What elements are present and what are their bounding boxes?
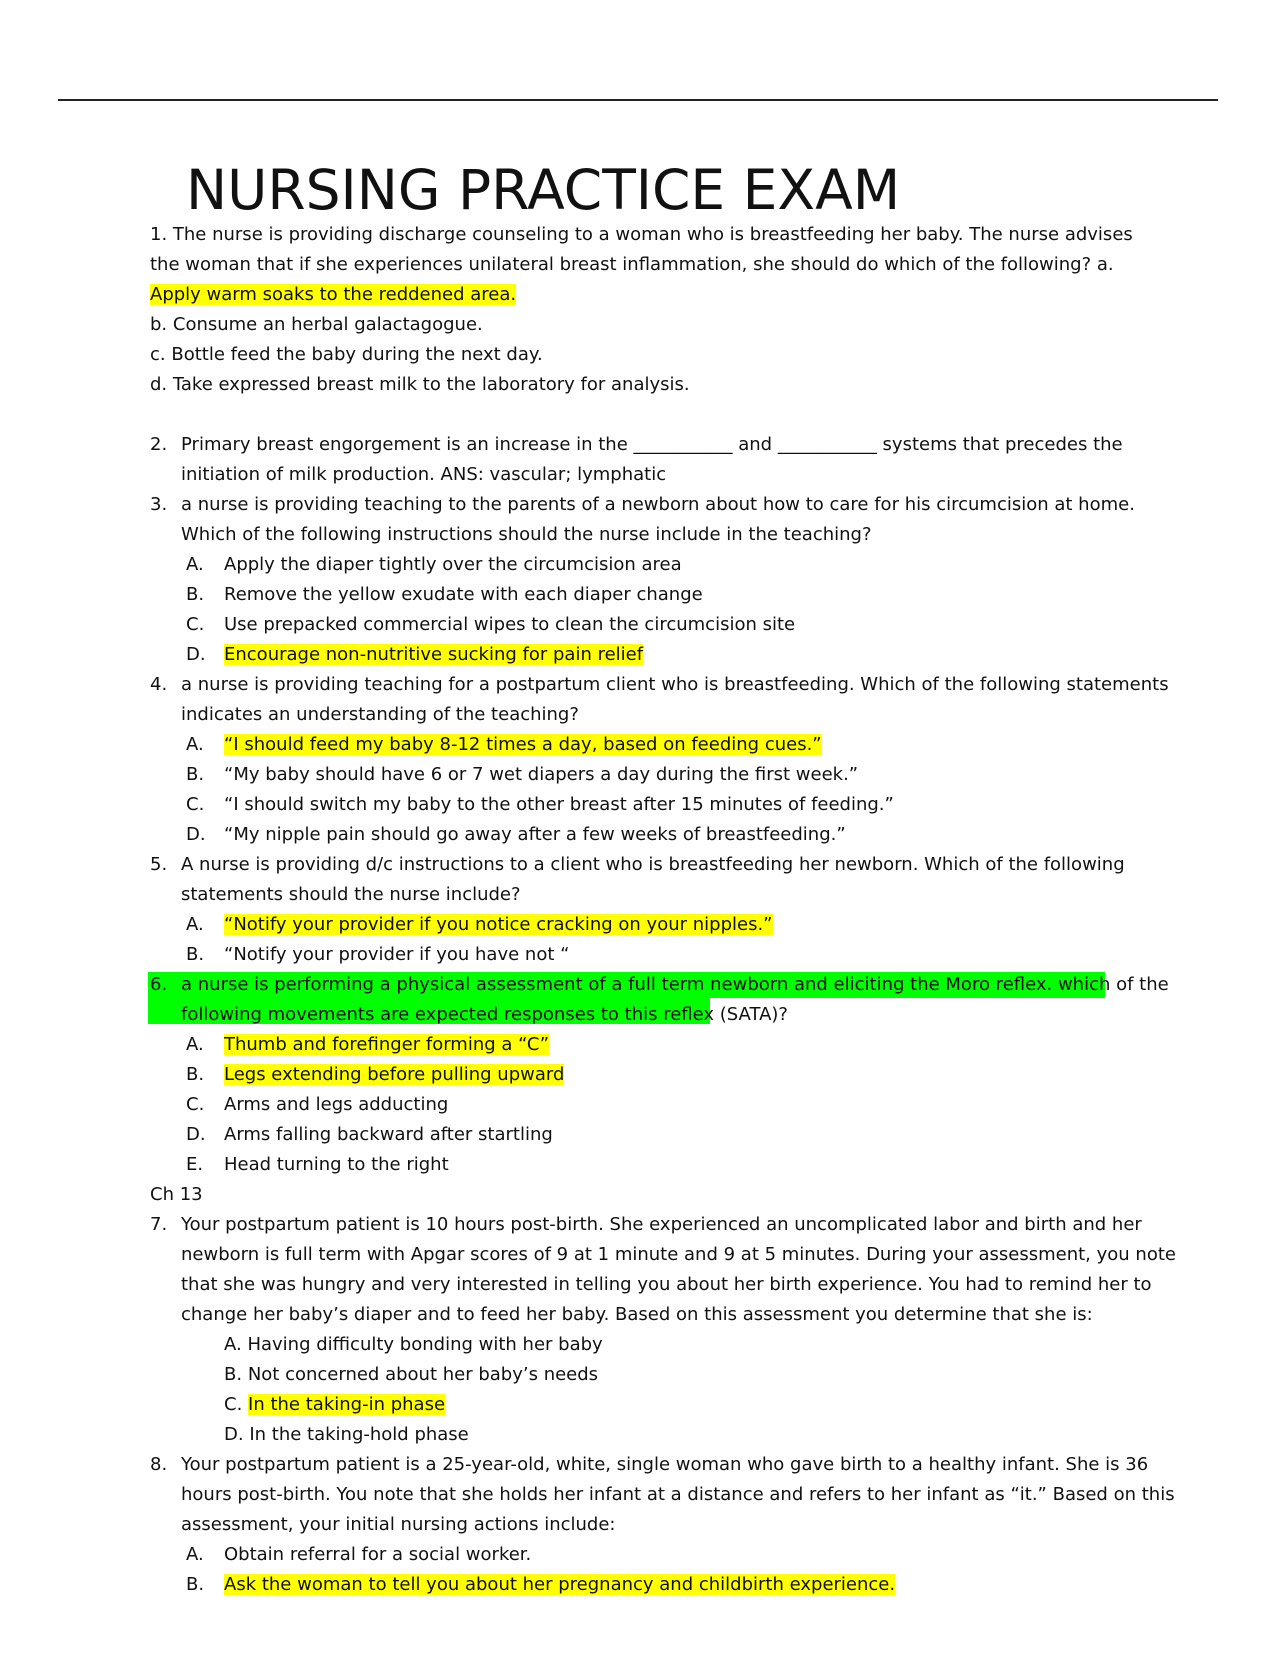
highlighted-answer: In the taking-in phase	[248, 1394, 446, 1415]
question-4: 4. a nurse is providing teaching for a postpartum client who is breastfeeding. Which of the following statements indicates an understanding of the teaching? A. “I should feed my baby 8-12 times a day, based on feeding cues.” B. “My baby should have 6 or 7 wet diapers a day during the first week.” C. “I should switch my baby to the other breast after 15 minutes of feeding.” D. “My nipple pain should go away after a few weeks of breastfeeding.”	[150, 672, 1130, 848]
option: C. Use prepacked commercial wipes to clean the circumcision site	[186, 614, 796, 635]
option: B. Ask the woman to tell you about her pregnancy and childbirth experience.	[186, 1574, 896, 1595]
option: C. Arms and legs adducting	[186, 1094, 449, 1115]
question-6: 6. a nurse is performing a physical assessment of a full term newborn and eliciting the Moro reflex. which of the following movements are expected responses to this reflex (SATA)? A. Thumb and forefinger forming a “C” B. Legs extending before pulling upward C. Arms and legs adducting D. Arms falling backward after startling E. Head turning to the right	[150, 972, 1130, 1178]
option: A. Apply the diaper tightly over the circumcision area	[186, 554, 682, 575]
highlighted-answer: “Notify your provider if you notice cracking on your nipples.”	[224, 914, 773, 935]
question-1: 1. The nurse is providing discharge counseling to a woman who is breastfeeding her baby. The nurse advises the woman that if she experiences unilateral breast inflammation, she should do which of the following? a. Apply warm soaks to the reddened area. b. Consume an herbal galactagogue. c. Bottle feed the baby during the next day. d. Take expressed breast milk to the laboratory for analysis.	[150, 224, 1133, 395]
option: D. “My nipple pain should go away after a few weeks of breastfeeding.”	[186, 824, 846, 845]
question-3: 3. a nurse is providing teaching to the parents of a newborn about how to care for his circumcision at home. Which of the following instructions should the nurse include in the teaching? A. Apply the diaper tightly over the circumcision area B. Remove the yellow exudate with each diaper change C. Use prepacked commercial wipes to clean the circumcision site D. Encourage non-nutritive sucking for pain relief	[150, 492, 1130, 668]
option: A. “I should feed my baby 8-12 times a day, based on feeding cues.”	[186, 734, 822, 755]
option: C. “I should switch my baby to the other breast after 15 minutes of feeding.”	[186, 794, 894, 815]
top-rule	[58, 99, 1218, 101]
question-2: 2. Primary breast engorgement is an increase in the ___________ and ___________ systems that precedes the initiation of milk production. ANS: vascular; lymphatic	[150, 434, 1123, 485]
option: B. Remove the yellow exudate with each diaper change	[186, 584, 703, 605]
document-body	[150, 222, 1176, 1602]
question-5: 5. A nurse is providing d/c instructions to a client who is breastfeeding her newborn. Which of the following statements should the nurse include? A. “Notify your provider if you notice cracking on your nipples.” B. “Notify your provider if you have not “	[150, 852, 1130, 968]
option: B. Legs extending before pulling upward	[186, 1064, 565, 1085]
highlighted-answer: “I should feed my baby 8-12 times a day, based on feeding cues.”	[224, 734, 822, 755]
highlighted-answer: Apply warm soaks to the reddened area.	[150, 284, 517, 305]
option: B. Not concerned about her baby’s needs	[224, 1364, 599, 1385]
option: B. “My baby should have 6 or 7 wet diapers a day during the first week.”	[186, 764, 859, 785]
question-8: 8. Your postpartum patient is a 25-year-old, white, single woman who gave birth to a healthy infant. She is 36 hours post-birth. You note that she holds her infant at a distance and refers to her infant as “it.” Based on this assessment, your initial nursing actions include: A. Obtain referral for a social worker. B. Ask the woman to tell you about her pregnancy and childbirth experience.	[150, 1452, 1130, 1598]
option: A. Having difficulty bonding with her baby	[224, 1334, 603, 1355]
option: A. Obtain referral for a social worker.	[186, 1544, 532, 1565]
highlighted-answer: Legs extending before pulling upward	[224, 1064, 565, 1085]
option: A. “Notify your provider if you notice cracking on your nipples.”	[186, 914, 773, 935]
option: A. Thumb and forefinger forming a “C”	[186, 1034, 550, 1055]
option: E. Head turning to the right	[186, 1154, 449, 1175]
highlighted-answer: Thumb and forefinger forming a “C”	[224, 1034, 550, 1055]
option: D. In the taking-hold phase	[224, 1424, 469, 1445]
document-title: NURSING PRACTICE EXAM	[186, 158, 901, 222]
highlighted-answer: Encourage non-nutritive sucking for pain relief	[224, 644, 644, 665]
question-7: 7. Your postpartum patient is 10 hours post-birth. She experienced an uncomplicated labor and birth and her newborn is full term with Apgar scores of 9 at 1 minute and 9 at 5 minutes. During your assessment, you note that she was hungry and very interested in telling you about her birth experience. You had to remind her to change her baby’s diaper and to feed her baby. Based on this assessment you determine that she is: A. Having difficulty bonding with her baby B. Not concerned about her baby’s needs C. In the taking-in phase D. In the taking-hold phase	[150, 1212, 1130, 1448]
option: B. “Notify your provider if you have not “	[186, 944, 570, 965]
highlighted-answer: Ask the woman to tell you about her pregnancy and childbirth experience.	[224, 1574, 896, 1595]
option: D. Arms falling backward after startling	[186, 1124, 553, 1145]
option: C. In the taking-in phase	[224, 1394, 446, 1415]
option: D. Encourage non-nutritive sucking for pain relief	[186, 644, 644, 665]
chapter-heading: Ch 13	[150, 1184, 203, 1205]
